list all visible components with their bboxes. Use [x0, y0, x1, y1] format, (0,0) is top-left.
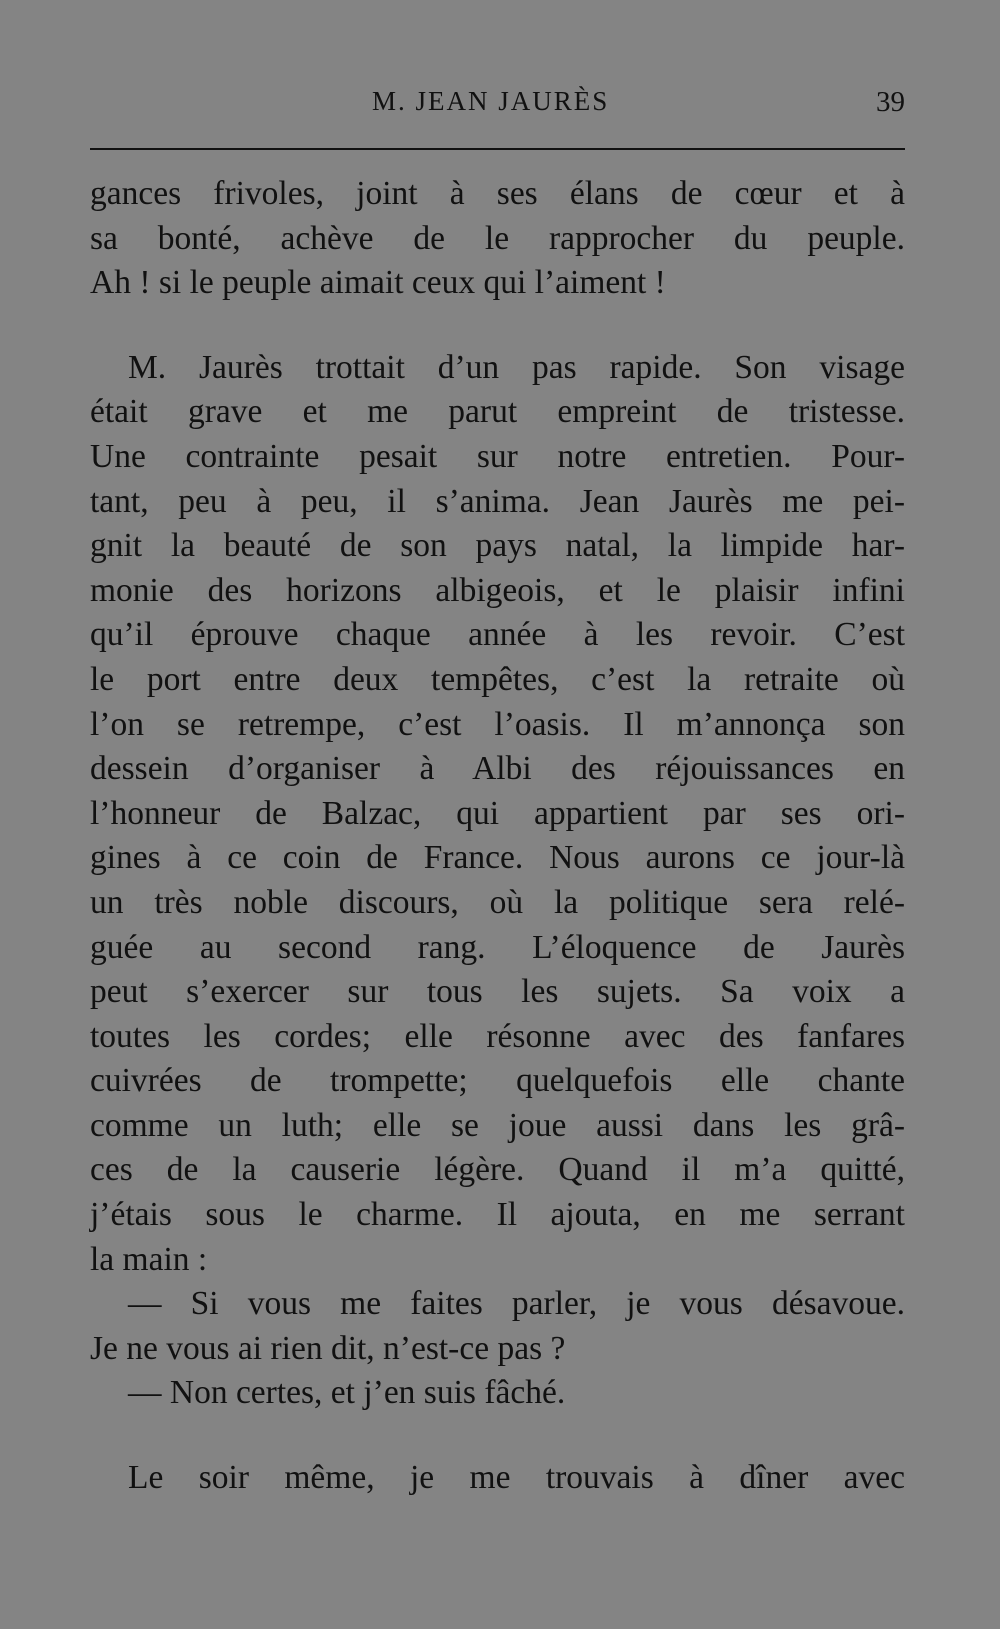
text-line: j’étais sous le charme. Il ajouta, en me serrant — [90, 1196, 905, 1234]
text-line: l’honneur de Balzac, qui appartient par ses ori- — [90, 794, 905, 832]
text-line: était grave et me parut empreint de tristesse. — [90, 393, 905, 431]
text-line: guée au second rang. L’éloquence de Jaurès — [90, 928, 905, 966]
text-line: sa bonté, achève de le rapprocher du peuple. — [90, 219, 905, 257]
text-line: Ah ! si le peuple aimait ceux qui l’aiment ! — [90, 264, 666, 302]
text-line: comme un luth; elle se joue aussi dans les grâ- — [90, 1106, 905, 1144]
text-line: Le soir même, je me trouvais à dîner avec — [128, 1459, 905, 1497]
text-line: gines à ce coin de France. Nous aurons ce jour-là — [90, 839, 905, 877]
paragraph-gap — [90, 306, 905, 346]
text-line: tant, peu à peu, il s’anima. Jean Jaurès me pei- — [90, 482, 905, 520]
text-line: M. Jaurès trottait d’un pas rapide. Son visage — [128, 348, 905, 386]
page-number: 39 — [876, 86, 905, 118]
text-line: dessein d’organiser à Albi des réjouissances en — [90, 750, 905, 788]
text-line: gances frivoles, joint à ses élans de cœur et à — [90, 175, 905, 212]
running-title: M. JEAN JAURÈS — [372, 86, 610, 116]
text-line: la main : — [90, 1240, 208, 1278]
text-line: cuivrées de trompette; quelquefois elle chante — [90, 1062, 905, 1100]
running-head — [90, 86, 905, 126]
text-line: toutes les cordes; elle résonne avec des fanfares — [90, 1017, 905, 1055]
text-line: qu’il éprouve chaque année à les revoir. C’est — [90, 616, 905, 654]
body-text — [90, 172, 905, 1501]
text-line: — Si vous me faites parler, je vous désavoue. — [128, 1285, 905, 1323]
text-line: Je ne vous ai rien dit, n’est-ce pas ? — [90, 1329, 566, 1367]
text-line: le port entre deux tempêtes, c’est la retraite où — [90, 660, 905, 698]
text-line: gnit la beauté de son pays natal, la limpide har- — [90, 527, 905, 565]
text-line: Une contrainte pesait sur notre entretien. Pour- — [90, 437, 905, 475]
text-line: ces de la causerie légère. Quand il m’a quitté, — [90, 1151, 905, 1189]
text-line: l’on se retrempe, c’est l’oasis. Il m’annonça son — [90, 705, 905, 743]
text-line: — Non certes, et j’en suis fâché. — [128, 1374, 566, 1412]
text-line: un très noble discours, où la politique sera relé- — [90, 883, 905, 921]
header-rule — [90, 148, 905, 150]
paragraph-gap — [90, 1416, 905, 1456]
text-line: monie des horizons albigeois, et le plaisir infini — [90, 571, 905, 609]
book-page — [90, 0, 905, 1629]
text-line: peut s’exercer sur tous les sujets. Sa voix a — [90, 973, 905, 1011]
